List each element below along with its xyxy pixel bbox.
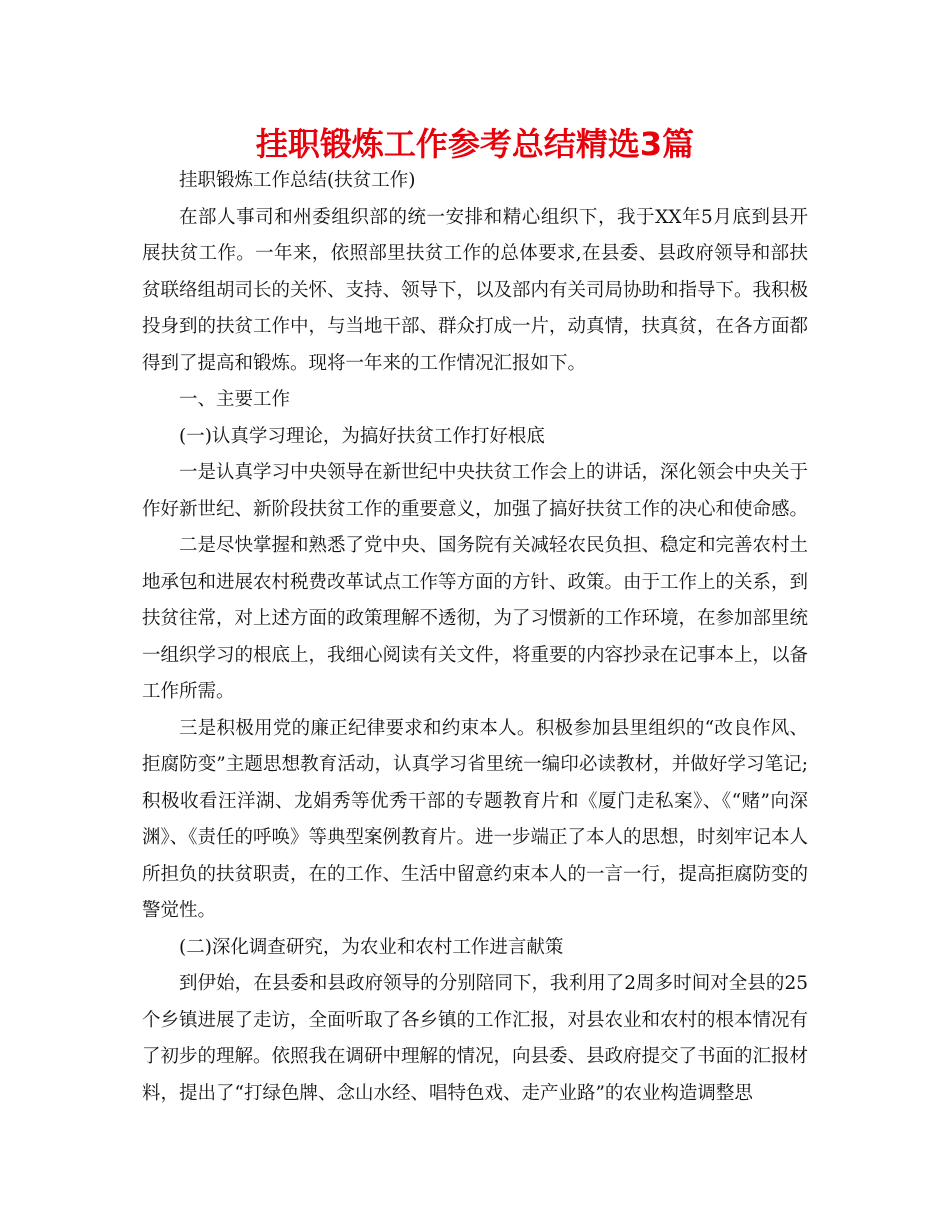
body-paragraph: 一是认真学习中央领导在新世纪中央扶贫工作会上的讲话，深化领会中央关于作好新世纪、新阶段扶贫工作的重要意义，加强了搞好扶贫工作的决心和使命感。	[142, 462, 809, 520]
section-heading: 一、主要工作	[179, 389, 291, 410]
document-body	[142, 163, 808, 1112]
body-paragraph: 在部人事司和州委组织部的统一安排和精心组织下，我于XX年5月底到县开展扶贫工作。一年来，依照部里扶贫工作的总体要求,在县委、县政府领导和部扶贫联络组胡司长的关怀、支持、领导下，以及部内有关司局协助和指导下。我积极投身到的扶贫工作中，与当地干部、群众打成一片，动真情，扶真贫，在各方面都得到了提高和锻炼。现将一年来的工作情况汇报如下。	[142, 206, 809, 374]
body-paragraph: 三是积极用党的廉正纪律要求和约束本人。积极参加县里组织的“改良作风、拒腐防变”主题思想教育活动，认真学习省里统一编印必读教材，并做好学习笔记;积极收看汪洋湖、龙娟秀等优秀干部的专题教育片和《厦门走私案》、《“赌”向深渊》、《责任的呼唤》等典型案例教育片。进一步端正了本人的思想，时刻牢记本人所担负的扶贫职责，在的工作、生活中留意约束本人的一言一行，提高拒腐防变的警觉性。	[142, 717, 809, 921]
subsection-heading: (二)深化调查研究，为农业和农村工作进言献策	[179, 936, 564, 958]
subsection-heading: (一)认真学习理论，为搞好扶贫工作打好根底	[179, 425, 545, 447]
subtitle-paragraph: 挂职锻炼工作总结(扶贫工作)	[179, 170, 416, 191]
body-paragraph: 到伊始，在县委和县政府领导的分别陪同下，我利用了2周多时间对全县的25个乡镇进展了走访，全面听取了各乡镇的工作汇报，对县农业和农村的根本情况有了初步的理解。依照我在调研中理解的情况，向县委、县政府提交了书面的汇报材料，提出了“打绿色牌、念山水经、唱特色戏、走产业路”的农业构造调整思	[142, 973, 809, 1104]
body-paragraph: 二是尽快掌握和熟悉了党中央、国务院有关减轻农民负担、稳定和完善农村土地承包和进展农村税费改革试点工作等方面的方针、政策。由于工作上的关系，到扶贫往常，对上述方面的政策理解不透彻，为了习惯新的工作环境，在参加部里统一组织学习的根底上，我细心阅读有关文件，将重要的内容抄录在记事本上，以备工作所需。	[142, 535, 809, 702]
document-title: 挂职锻炼工作参考总结精选3篇	[255, 125, 695, 163]
